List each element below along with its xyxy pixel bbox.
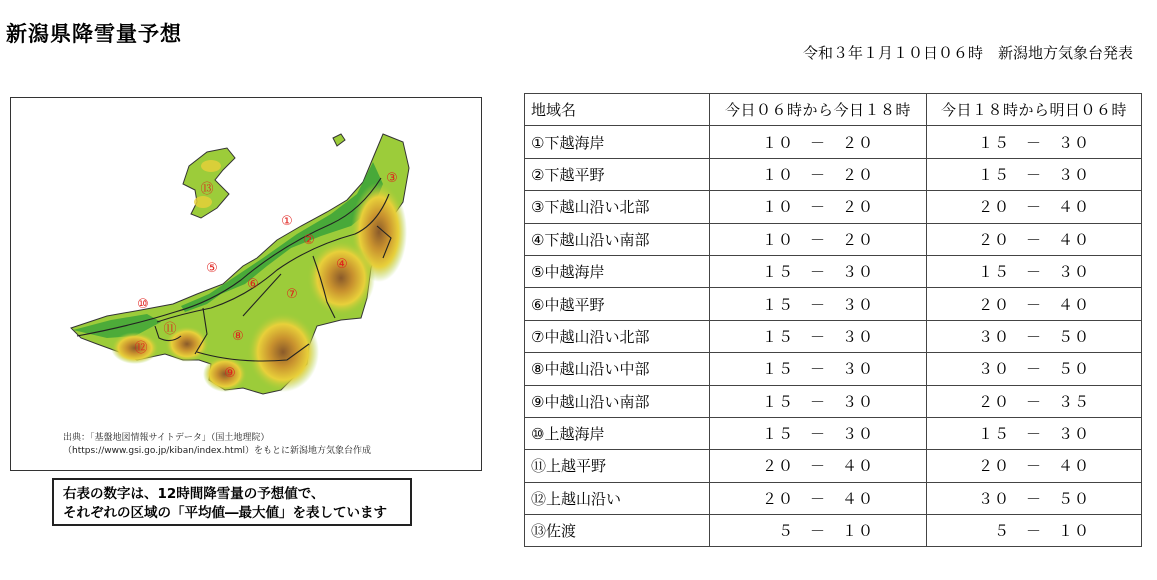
value-period-1: １０ － ２０: [710, 126, 927, 158]
region-label-6: ⑥: [247, 277, 259, 292]
map-source-credit: [63, 432, 371, 458]
value-period-2: ２０ － ４０: [927, 450, 1142, 482]
page-title: 新潟県降雪量予想: [6, 22, 182, 46]
region-label-13: ⑬: [200, 182, 214, 197]
region-label-5: ⑤: [206, 261, 218, 276]
table-header-row: [525, 94, 1142, 126]
table-row: [525, 417, 1142, 449]
value-period-1: ２０ － ４０: [710, 450, 927, 482]
value-period-2: ３０ － ５０: [927, 320, 1142, 352]
note-line-2: それぞれの区域の「平均値―最大値」を表しています: [63, 505, 387, 521]
value-period-1: １５ － ３０: [710, 255, 927, 287]
area-name: ⑧中越山沿い中部: [525, 353, 710, 385]
region-label-3: ③: [386, 171, 398, 186]
area-name: ⑩上越海岸: [525, 417, 710, 449]
table-row: [525, 255, 1142, 287]
value-period-1: ２０ － ４０: [710, 482, 927, 514]
value-period-1: ５ － １０: [710, 515, 927, 547]
value-period-2: ３０ － ５０: [927, 482, 1142, 514]
table-row: [525, 191, 1142, 223]
value-period-2: ２０ － ４０: [927, 223, 1142, 255]
area-name: ③下越山沿い北部: [525, 191, 710, 223]
value-period-2: ２０ － ４０: [927, 288, 1142, 320]
header-area: 地域名: [525, 94, 710, 126]
region-label-7: ⑦: [286, 287, 298, 302]
table-row: [525, 482, 1142, 514]
table-row: [525, 320, 1142, 352]
region-label-4: ④: [336, 257, 348, 272]
value-period-1: １０ － ２０: [710, 158, 927, 190]
region-label-2: ②: [303, 233, 315, 248]
region-label-9: ⑨: [224, 366, 236, 381]
table-row: [525, 353, 1142, 385]
value-period-1: １５ － ３０: [710, 385, 927, 417]
area-name: ⑨中越山沿い南部: [525, 385, 710, 417]
value-period-1: １５ － ３０: [710, 320, 927, 352]
area-name: ⑦中越山沿い北部: [525, 320, 710, 352]
table-row: [525, 515, 1142, 547]
source-line-1: 出典：「基盤地図情報サイトデータ」（国土地理院）: [63, 433, 270, 443]
value-period-1: １５ － ３０: [710, 288, 927, 320]
area-name: ⑪上越平野: [525, 450, 710, 482]
value-period-1: １５ － ３０: [710, 353, 927, 385]
value-period-1: １０ － ２０: [710, 191, 927, 223]
table-row: [525, 385, 1142, 417]
area-name: ②下越平野: [525, 158, 710, 190]
value-period-2: １５ － ３０: [927, 126, 1142, 158]
table-row: [525, 158, 1142, 190]
value-period-2: ２０ － ４０: [927, 191, 1142, 223]
region-label-8: ⑧: [232, 329, 244, 344]
area-name: ⑫上越山沿い: [525, 482, 710, 514]
map-graphic: [11, 98, 482, 471]
area-name: ④下越山沿い南部: [525, 223, 710, 255]
table-row: [525, 126, 1142, 158]
note-line-1: 右表の数字は、12時間降雪量の予想値で、: [63, 486, 325, 502]
value-period-1: １０ － ２０: [710, 223, 927, 255]
table-row: [525, 223, 1142, 255]
area-name: ⑬佐渡: [525, 515, 710, 547]
region-label-11: ⑪: [163, 322, 177, 337]
value-period-1: １５ － ３０: [710, 417, 927, 449]
area-name: ⑥中越平野: [525, 288, 710, 320]
header-period-2: 今日１８時から明日０６時: [927, 94, 1142, 126]
value-period-2: ５ － １０: [927, 515, 1142, 547]
issued-timestamp: 令和３年１月１０日０６時 新潟地方気象台発表: [802, 44, 1133, 62]
header-period-1: 今日０６時から今日１８時: [710, 94, 927, 126]
table-row: [525, 288, 1142, 320]
source-line-2: （https://www.gsi.go.jp/kiban/index.html）をもとに新潟地方気象台作成: [63, 446, 371, 456]
region-label-10: ⑩: [137, 297, 149, 312]
value-period-2: １５ － ３０: [927, 417, 1142, 449]
value-period-2: ２０ － ３５: [927, 385, 1142, 417]
value-period-2: １５ － ３０: [927, 158, 1142, 190]
awashima-island: [333, 134, 345, 146]
area-name: ⑤中越海岸: [525, 255, 710, 287]
niigata-map: [10, 97, 482, 471]
region-label-12: ⑫: [134, 341, 148, 356]
region-label-1: ①: [281, 214, 293, 229]
table-row: [525, 450, 1142, 482]
explanation-note: [52, 478, 412, 526]
value-period-2: ３０ － ５０: [927, 353, 1142, 385]
value-period-2: １５ － ３０: [927, 255, 1142, 287]
snowfall-forecast-table: [524, 93, 1142, 547]
area-name: ①下越海岸: [525, 126, 710, 158]
